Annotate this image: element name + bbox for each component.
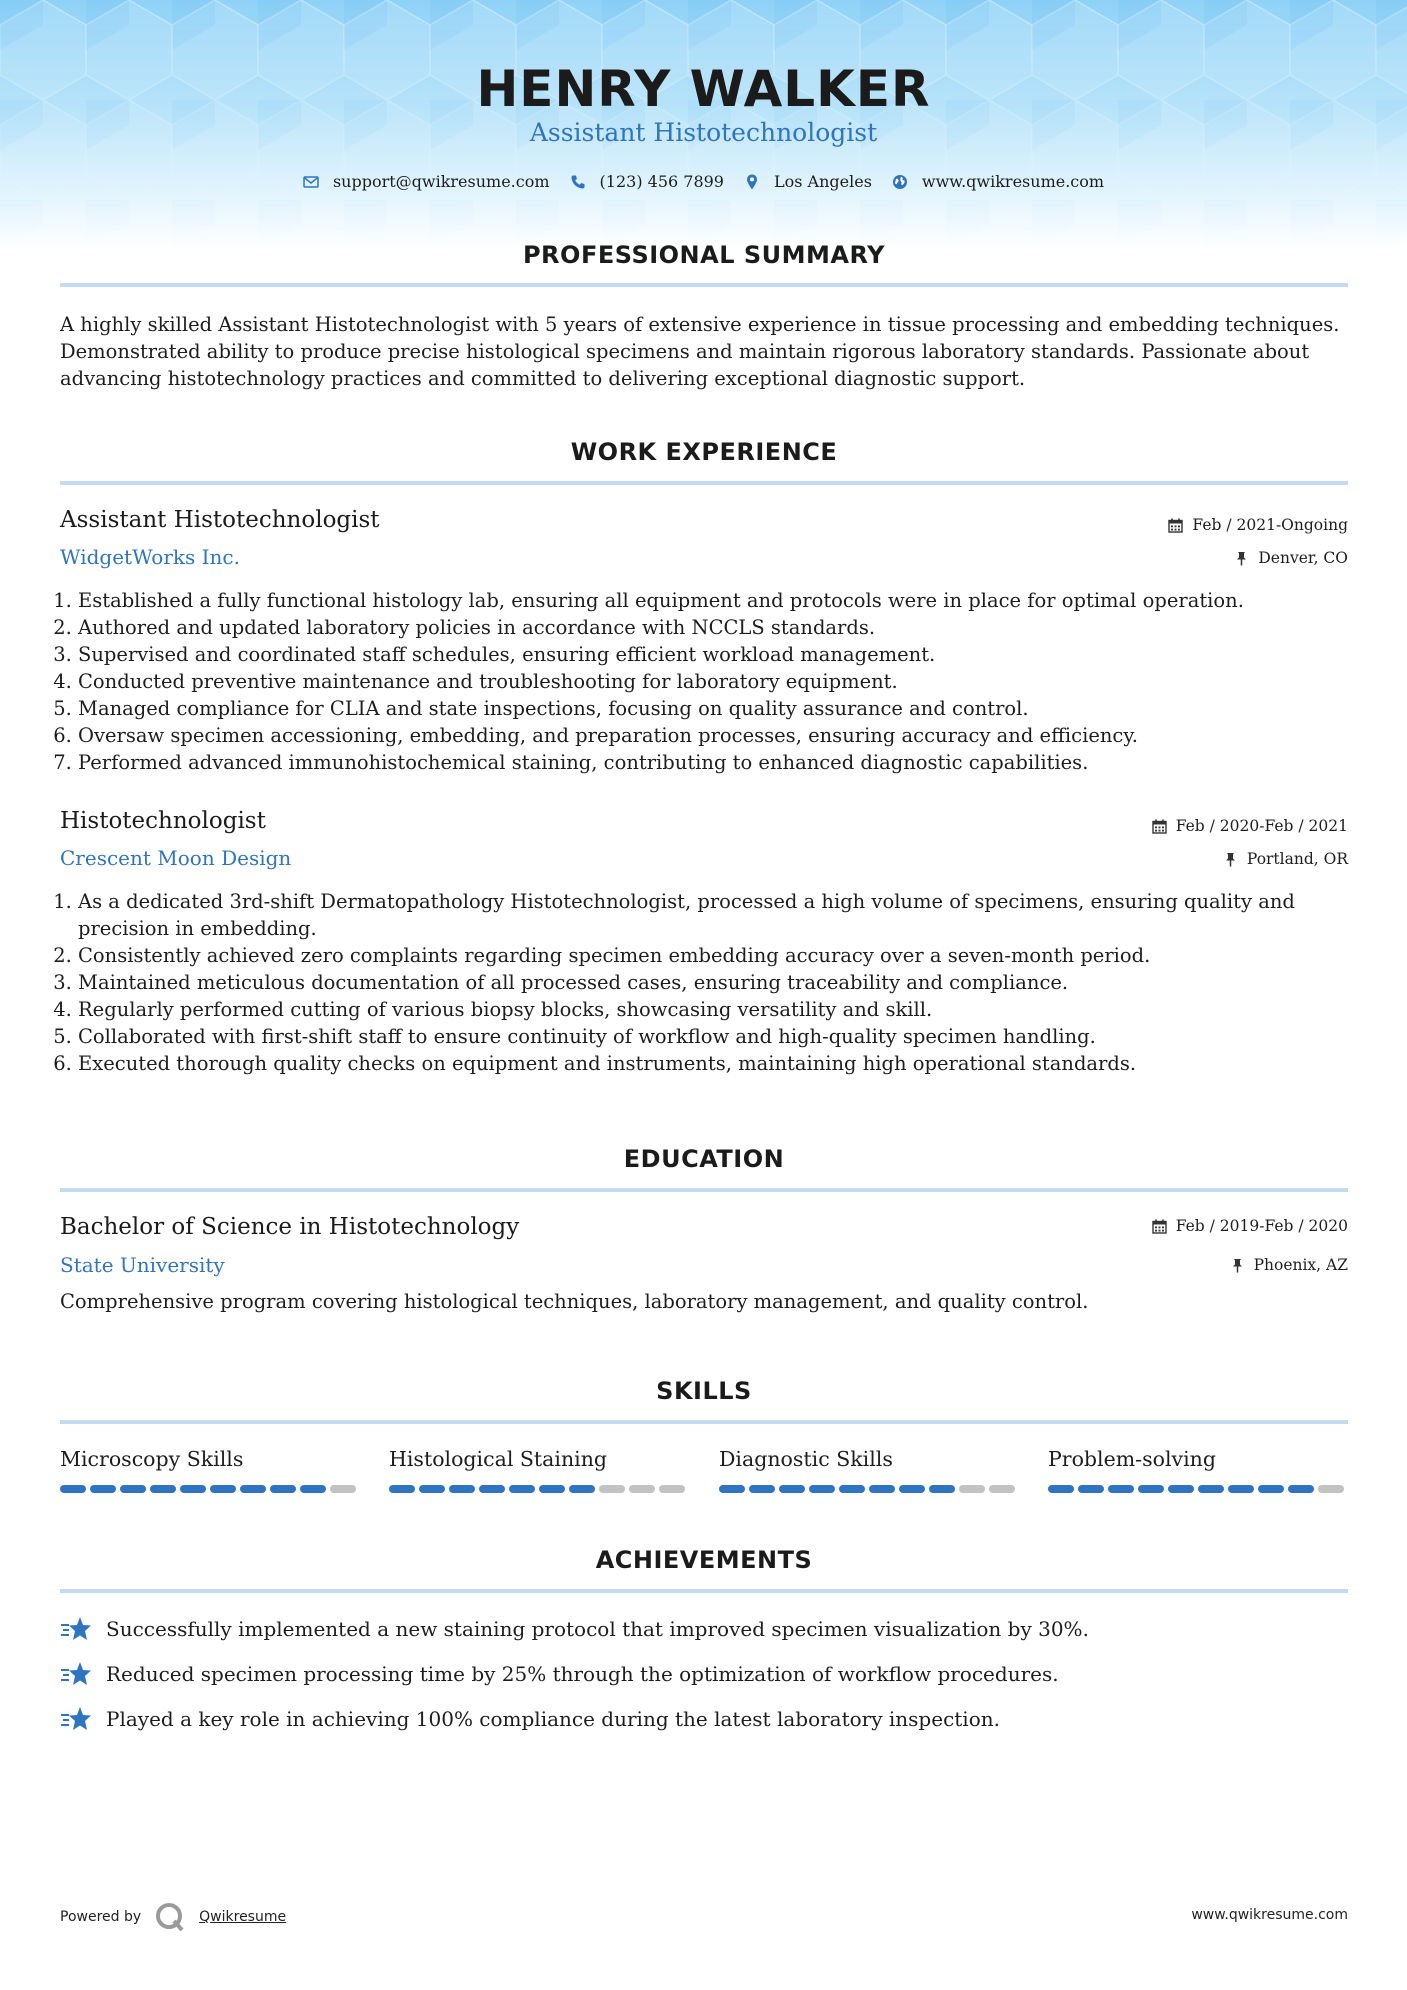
skill-dot-filled [60,1485,86,1493]
globe-icon [892,174,908,190]
skill-dot-filled [779,1485,805,1493]
date-text: Feb / 2020-Feb / 2021 [1175,817,1348,835]
calendar-icon [1168,518,1183,533]
skill-dot-filled [1048,1485,1074,1493]
skill-dot-filled [419,1485,445,1493]
section-title-achievements: ACHIEVEMENTS [595,1546,813,1574]
star-icon [60,1661,92,1687]
skill-level-bar [389,1485,689,1493]
list-item: 5. Collaborated with first-shift staff to ensure continuity of workflow and high-quality specimen handling. [78,1023,1368,1050]
skill-dot-empty [629,1485,655,1493]
skill-dot-filled [1198,1485,1224,1493]
skill-dot-filled [1228,1485,1254,1493]
achievement-text: Reduced specimen processing time by 25% through the optimization of workflow procedures. [106,1662,1059,1686]
skill-dot-filled [240,1485,266,1493]
skill-dot-empty [989,1485,1015,1493]
skill-level-bar [1048,1485,1348,1493]
skill-item [389,1447,689,1493]
calendar-icon [1152,819,1167,834]
skill-dot-filled [1078,1485,1104,1493]
brand-link[interactable]: Qwikresume [199,1909,287,1925]
section-divider [60,283,1348,287]
job-location [1234,549,1348,567]
section-title-skills: SKILLS [656,1377,752,1405]
skill-dot-filled [869,1485,895,1493]
date-text: Feb / 2019-Feb / 2020 [1175,1217,1348,1235]
list-item: 4. Conducted preventive maintenance and troubleshooting for laboratory equipment. [78,668,1368,695]
contact-text: www.qwikresume.com [921,172,1105,191]
footer-website[interactable]: www.qwikresume.com [1191,1907,1348,1923]
star-icon [60,1706,92,1732]
skill-dot-filled [389,1485,415,1493]
skill-dot-filled [539,1485,565,1493]
skill-name: Diagnostic Skills [719,1447,893,1471]
section-divider [60,1420,1348,1424]
powered-by-label: Powered by [60,1909,142,1925]
skill-dot-filled [569,1485,595,1493]
contact-email [303,172,550,191]
job-date [1168,516,1348,534]
achievement-item [60,1616,1089,1642]
candidate-name: HENRY WALKER [476,60,931,118]
qwikresume-logo-icon [155,1902,185,1932]
calendar-icon [1152,1219,1167,1234]
achievement-text: Successfully implemented a new staining protocol that improved specimen visualization by 30%. [106,1617,1089,1641]
section-title-summary: PROFESSIONAL SUMMARY [522,241,886,269]
job-duties-list [60,587,1368,776]
skill-name: Histological Staining [389,1447,608,1471]
contact-phone [570,172,724,191]
skill-dot-empty [659,1485,685,1493]
skill-dot-filled [90,1485,116,1493]
contact-text: (123) 456 7899 [599,172,724,191]
job-duties-list [60,888,1368,1077]
list-item: 1. Established a fully functional histology lab, ensuring all equipment and protocols were in place for optimal operation. [78,587,1368,614]
pin-icon [1230,1258,1245,1273]
list-item: 5. Managed compliance for CLIA and state inspections, focusing on quality assurance and control. [78,695,1368,722]
skill-dot-filled [839,1485,865,1493]
job-location [1223,850,1348,868]
education-location [1230,1256,1348,1274]
skill-dot-filled [929,1485,955,1493]
skill-dot-filled [300,1485,326,1493]
list-item: 6. Executed thorough quality checks on equipment and instruments, maintaining high operational standards. [78,1050,1368,1077]
list-item: 6. Oversaw specimen accessioning, embedding, and preparation processes, ensuring accuracy and efficiency. [78,722,1368,749]
skill-dot-filled [899,1485,925,1493]
location-text: Denver, CO [1258,549,1348,567]
section-divider [60,1188,1348,1192]
section-title-experience: WORK EXPERIENCE [570,438,838,466]
achievement-item [60,1661,1059,1687]
skill-dot-empty [599,1485,625,1493]
school-name: State University [60,1253,225,1277]
education-date [1152,1217,1348,1235]
section-title-education: EDUCATION [623,1145,785,1173]
skill-dot-empty [330,1485,356,1493]
list-item: 4. Regularly performed cutting of various biopsy blocks, showcasing versatility and skill. [78,996,1368,1023]
job-title: Histotechnologist [60,808,266,834]
section-divider [60,1589,1348,1593]
job-date [1152,817,1348,835]
envelope-icon [303,174,319,190]
candidate-role: Assistant Histotechnologist [529,118,878,147]
pin-icon [1234,551,1249,566]
skill-dot-filled [1288,1485,1314,1493]
phone-icon [570,174,586,190]
skill-dot-filled [809,1485,835,1493]
skill-name: Problem-solving [1048,1447,1216,1471]
skill-dot-filled [749,1485,775,1493]
skill-dot-filled [270,1485,296,1493]
skill-dot-filled [449,1485,475,1493]
footer-powered-by [60,1902,286,1932]
location-text: Phoenix, AZ [1253,1256,1348,1274]
section-divider [60,481,1348,485]
skill-dot-filled [509,1485,535,1493]
skill-dot-empty [1318,1485,1344,1493]
skill-level-bar [60,1485,360,1493]
degree-title: Bachelor of Science in Histotechnology [60,1214,520,1240]
list-item: 1. As a dedicated 3rd-shift Dermatopathology Histotechnologist, processed a high volume of specimens, ensuring quality and precision in embedding. [78,888,1368,942]
achievement-item [60,1706,1000,1732]
skill-dot-empty [959,1485,985,1493]
contact-text: Los Angeles [773,172,872,191]
contact-location [744,172,872,191]
job-title: Assistant Histotechnologist [60,507,380,533]
skill-dot-filled [180,1485,206,1493]
list-item: 3. Supervised and coordinated staff schedules, ensuring efficient workload management. [78,641,1368,668]
list-item: 2. Authored and updated laboratory policies in accordance with NCCLS standards. [78,614,1368,641]
achievement-text: Played a key role in achieving 100% compliance during the latest laboratory inspection. [106,1707,1000,1731]
skill-dot-filled [210,1485,236,1493]
star-icon [60,1616,92,1642]
skill-dot-filled [1108,1485,1134,1493]
education-description: Comprehensive program covering histological techniques, laboratory management, and quality control. [60,1290,1089,1313]
location-text: Portland, OR [1246,850,1348,868]
skill-dot-filled [1258,1485,1284,1493]
skill-dot-filled [479,1485,505,1493]
list-item: 7. Performed advanced immunohistochemical staining, contributing to enhanced diagnostic capabilities. [78,749,1368,776]
list-item: 2. Consistently achieved zero complaints regarding specimen embedding accuracy over a seven-month period. [78,942,1368,969]
skill-item [719,1447,1019,1493]
skill-dot-filled [150,1485,176,1493]
contact-text: support@qwikresume.com [332,172,550,191]
skill-item [1048,1447,1348,1493]
skill-item [60,1447,360,1493]
skill-name: Microscopy Skills [60,1447,244,1471]
pin-icon [1223,852,1238,867]
list-item: 3. Maintained meticulous documentation of all processed cases, ensuring traceability and compliance. [78,969,1368,996]
skill-dot-filled [120,1485,146,1493]
contact-website [892,172,1104,191]
skill-dot-filled [1168,1485,1194,1493]
contact-bar [0,172,1407,191]
skill-level-bar [719,1485,1019,1493]
date-text: Feb / 2021-Ongoing [1192,516,1348,534]
company-name: WidgetWorks Inc. [60,545,240,569]
map-marker-icon [744,174,760,190]
skill-dot-filled [719,1485,745,1493]
summary-text: A highly skilled Assistant Histotechnologist with 5 years of extensive experience in tissue processing and embedding techniques. Demonstrated ability to produce precise histological specimens and maintain rigorous laboratory standards. Passionate about advancing histotechnology practices and committed to delivering exceptional diagnostic support. [60,313,1340,390]
skill-dot-filled [1138,1485,1164,1493]
company-name: Crescent Moon Design [60,846,292,870]
